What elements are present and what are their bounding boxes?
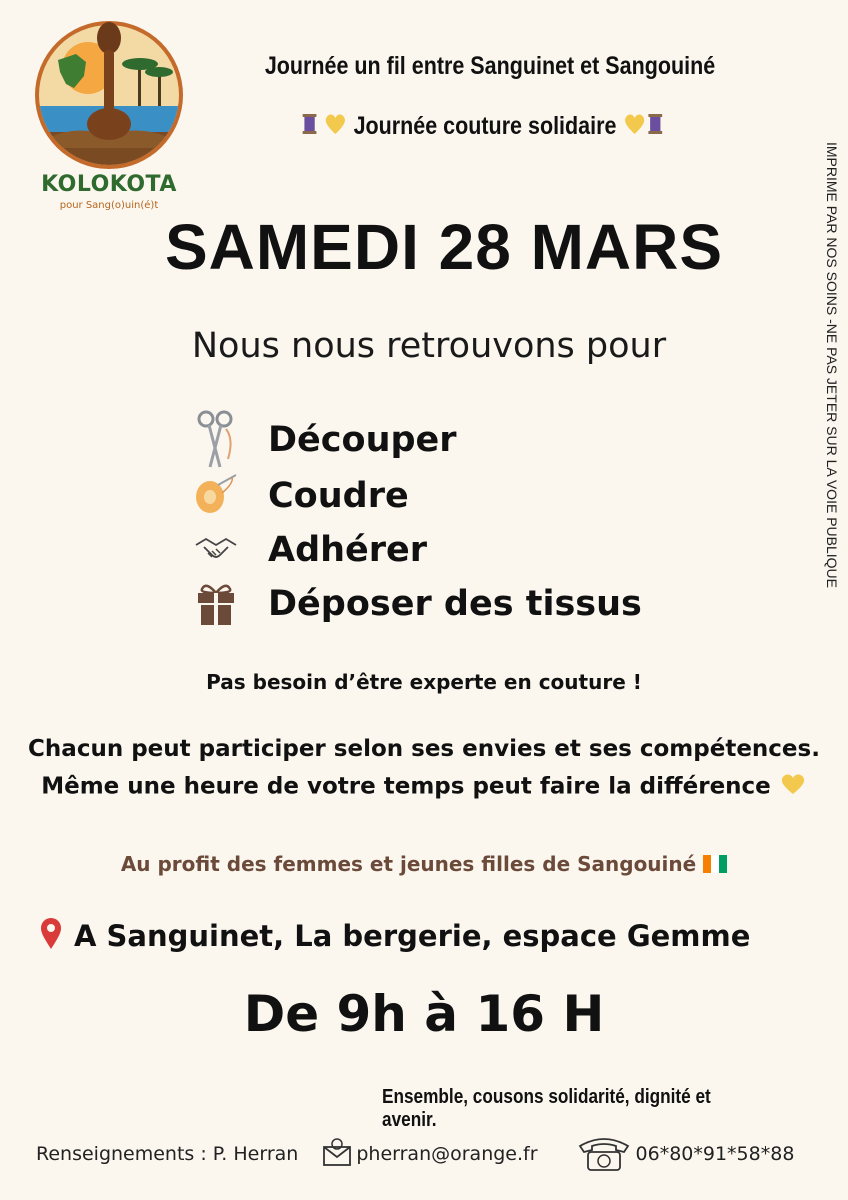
benefit-text: Au profit des femmes et jeunes filles de Sangouiné	[120, 852, 697, 876]
header-title: Journée un fil entre Sanguinet et Sangouiné	[264, 52, 716, 80]
benefit-line	[0, 852, 848, 878]
location-pin-icon	[40, 918, 62, 954]
slogan: Ensemble, cousons solidarité, dignité et avenir.	[382, 1086, 711, 1131]
hour-text-line	[0, 772, 848, 802]
hour-text: Même une heure de votre temps peut faire la différence	[41, 773, 771, 800]
activity-item	[190, 470, 409, 522]
thread-spool-icon	[190, 470, 242, 522]
vertical-print-note-text: IMPRIME PAR NOS SOINS -NE PAS JETER SUR LA VOIE PUBLIQUE	[824, 141, 840, 588]
location-row	[40, 918, 750, 954]
logo-emblem-icon	[28, 20, 190, 170]
header-subtitle	[274, 112, 695, 143]
activity-item	[190, 524, 427, 576]
contact-footer	[36, 1132, 816, 1176]
activity-item	[190, 414, 457, 466]
yellow-heart-icon	[622, 112, 646, 143]
activity-label: Déposer des tissus	[268, 584, 642, 624]
logo-name: KOLOKOTA	[41, 172, 177, 197]
thread-spool-icon	[301, 112, 323, 143]
no-expert-text: Pas besoin d’être experte en couture !	[206, 670, 642, 694]
gift-icon	[190, 578, 242, 630]
activity-label: Coudre	[268, 476, 409, 516]
contact-label: Renseignements : P. Herran	[36, 1143, 299, 1165]
yellow-heart-icon	[324, 112, 348, 143]
thread-spool-icon	[646, 112, 668, 143]
handshake-icon	[190, 524, 242, 576]
scissors-icon	[190, 414, 242, 466]
logo-tagline: pour Sang(o)uin(é)t	[59, 200, 159, 211]
activity-label: Découper	[268, 420, 457, 460]
contact-email[interactable]: pherran@orange.fr	[356, 1143, 538, 1165]
kolokota-logo	[28, 20, 190, 216]
ivory-coast-flag-icon	[703, 854, 727, 878]
activity-item	[190, 578, 642, 630]
mail-icon	[322, 1137, 352, 1172]
header-subtitle-text: Journée couture solidaire	[353, 112, 617, 141]
intro-text: Nous nous retrouvons pour	[191, 326, 667, 366]
event-date: SAMEDI 28 MARS	[164, 211, 724, 283]
activity-label: Adhérer	[268, 530, 428, 570]
telephone-icon	[576, 1132, 632, 1177]
yellow-heart-icon	[779, 772, 807, 802]
contact-phone[interactable]: 06*80*91*58*88	[635, 1143, 795, 1165]
everyone-text: Chacun peut participer selon ses envies et ses compétences.	[28, 736, 820, 762]
location-text: A Sanguinet, La bergerie, espace Gemme	[74, 919, 751, 953]
event-hours: De 9h à 16 H	[243, 985, 605, 1043]
